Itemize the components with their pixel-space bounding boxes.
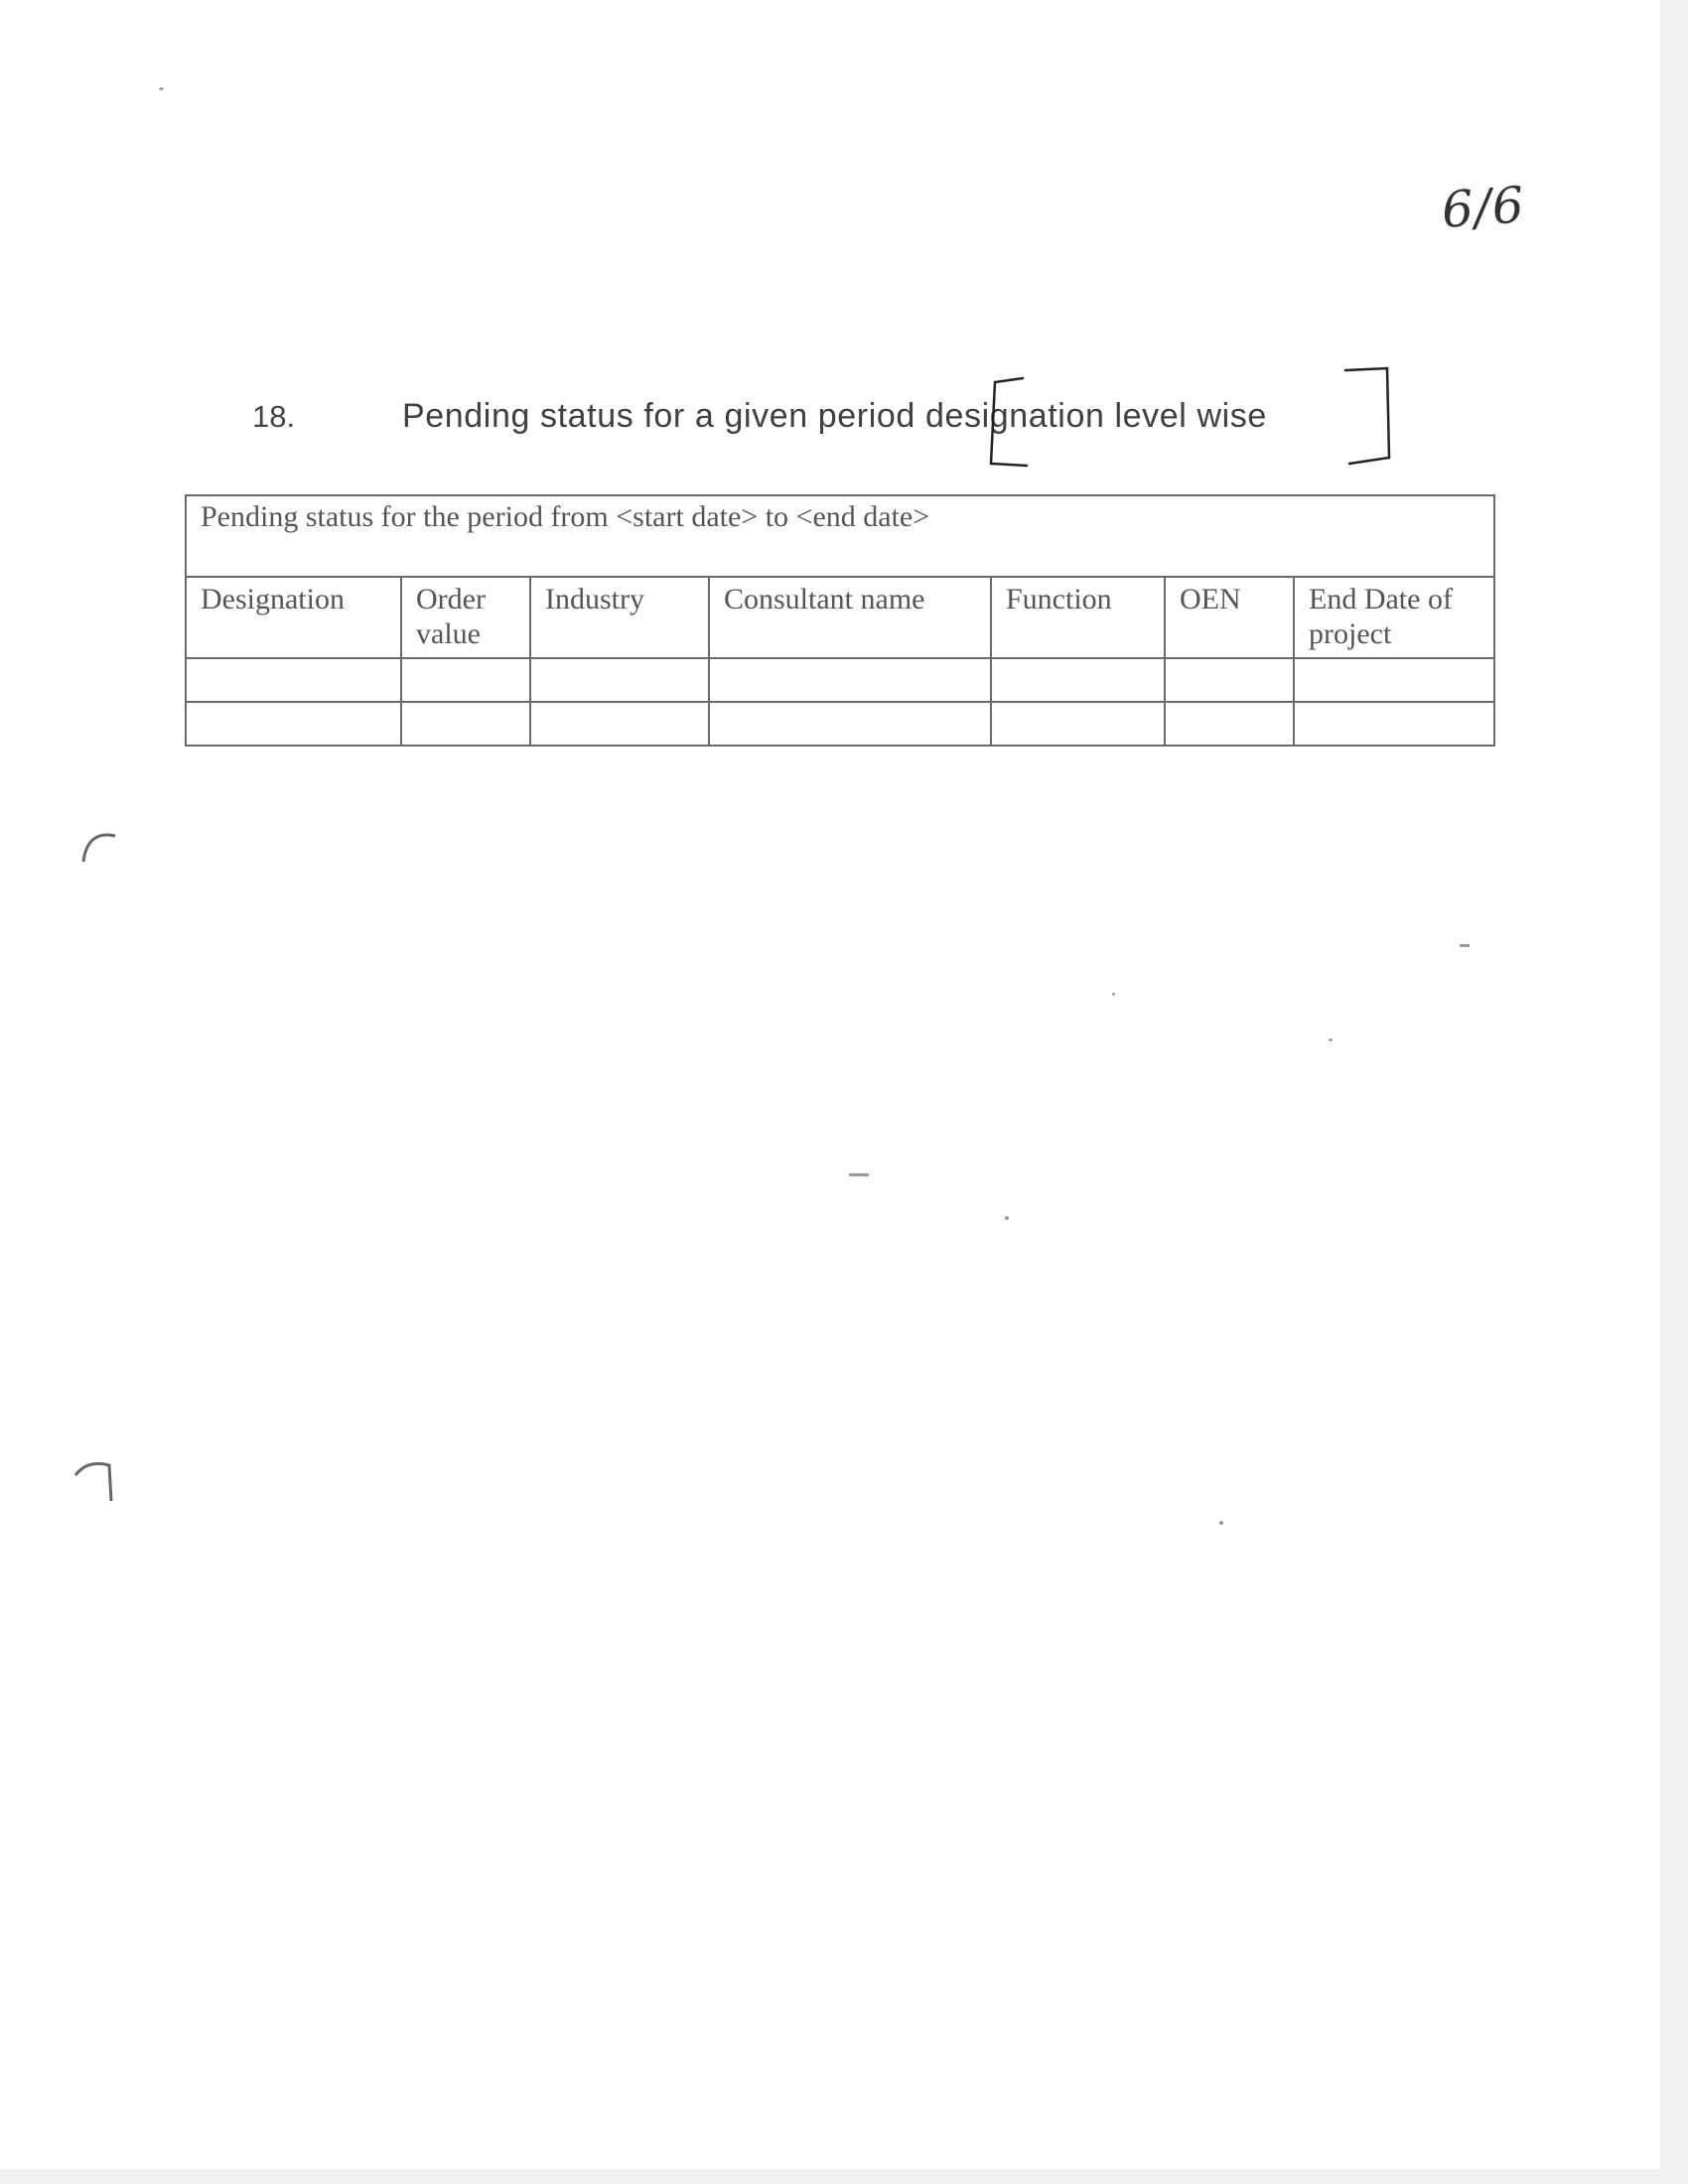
table-cell xyxy=(1165,658,1294,702)
table-caption: Pending status for the period from <start date> to <end date> xyxy=(186,495,1494,577)
table-row xyxy=(186,702,1494,746)
scan-speck xyxy=(1329,1038,1333,1041)
table-cell xyxy=(530,702,709,746)
table-cell xyxy=(530,658,709,702)
column-header-function: Function xyxy=(991,577,1165,658)
hole-punch-mark-upper xyxy=(77,822,127,872)
handwritten-page-number: 6/6 xyxy=(1440,176,1527,239)
pending-status-table xyxy=(185,494,1495,747)
column-header-industry: Industry xyxy=(530,577,709,658)
column-header-designation: Designation xyxy=(186,577,401,658)
table-cell xyxy=(1165,702,1294,746)
column-header-consultant-name: Consultant name xyxy=(709,577,991,658)
scan-speck xyxy=(1460,944,1470,947)
scan-speck xyxy=(1219,1521,1223,1525)
section-title-prefix: Pending status for a given period xyxy=(402,397,915,435)
handwritten-right-bracket xyxy=(1336,362,1405,477)
table-cell xyxy=(186,658,401,702)
table-cell xyxy=(709,658,991,702)
table-row xyxy=(186,658,1494,702)
scan-speck xyxy=(1112,993,1115,996)
scan-speck xyxy=(159,87,164,90)
table-cell xyxy=(709,702,991,746)
table-cell xyxy=(1294,658,1494,702)
table-cell xyxy=(401,702,530,746)
table-cell xyxy=(1294,702,1494,746)
table-cell xyxy=(401,658,530,702)
scan-speck xyxy=(849,1173,869,1176)
section-title xyxy=(402,397,1267,436)
section-number: 18. xyxy=(252,399,296,434)
column-header-order-value: Order value xyxy=(401,577,530,658)
table-cell xyxy=(991,702,1165,746)
table-cell xyxy=(186,702,401,746)
hole-punch-mark-lower xyxy=(68,1451,117,1511)
section-title-suffix: designation level wise xyxy=(924,397,1267,435)
column-header-oen: OEN xyxy=(1165,577,1294,658)
scan-speck xyxy=(1005,1216,1009,1220)
table-header-row xyxy=(186,577,1494,658)
table-cell xyxy=(991,658,1165,702)
column-header-end-date: End Date of project xyxy=(1294,577,1494,658)
